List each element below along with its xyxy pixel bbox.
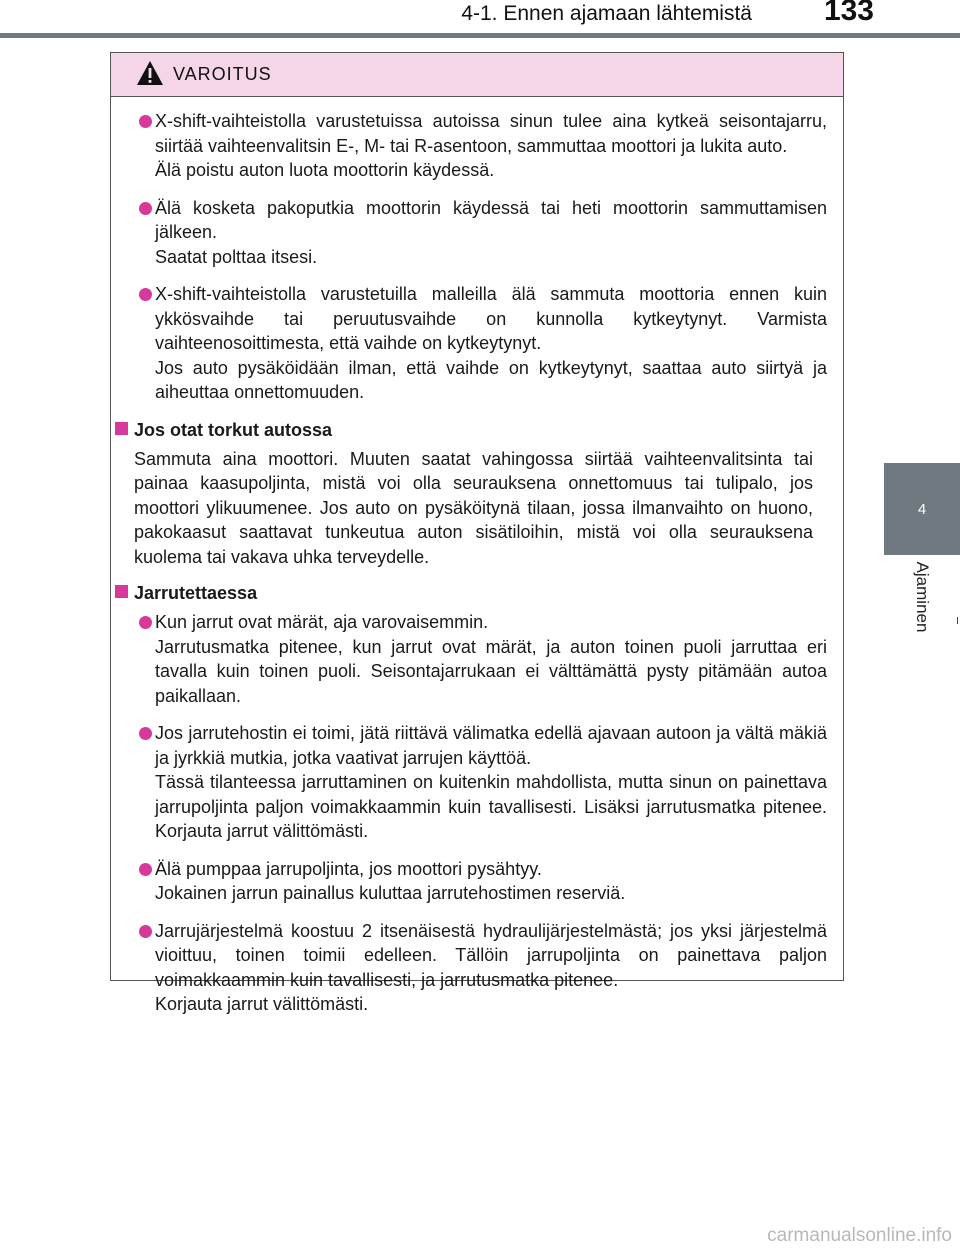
bullet-dot-icon [139, 863, 152, 876]
section-square-icon [115, 585, 128, 598]
section-body: Sammuta aina moottori. Muuten saatat vahingossa siirtää vaihteenvalitsinta tai painaa kaasupoljinta, mistä voi olla seurauksena onnettomuus tai tulipalo, jos moottori ylikuumenee. Jos auto on pysäköitynä tilaan, jossa ilmanvaihto on huono, pakokaasut saattavat tunkeutua auton sisätiloihin, mistä voi olla seurauksena kuolema tai vakava uhka terveydelle. [134, 448, 813, 567]
running-header-title: 4-1. Ennen ajamaan lähtemistä [461, 2, 752, 25]
bullet-text: X-shift-vaihteistolla varustetuissa autoissa sinun tulee aina kytkeä seisontajarru, siirtää vaihteenvalitsin E-, M- tai R-asentoon, sammuttaa moottori ja lukita auto. Älä poistu auton luota moottorin käydessä. [155, 111, 827, 180]
bullet-dot-icon [139, 202, 152, 215]
page-number: 133 [823, 0, 874, 27]
braking-bullet [111, 610, 829, 708]
bullet-dot-icon [139, 115, 152, 128]
side-tab-spacer [884, 40, 960, 463]
bullet-text: Älä kosketa pakoputkia moottorin käydessä tai heti moottorin sammuttamisen jälkeen. Saatat polttaa itsesi. [155, 197, 827, 267]
section-title: Jarrutettaessa [134, 583, 258, 603]
section-nap-in-car [111, 418, 829, 570]
bullet-text: Jos jarrutehostin ei toimi, jätä riittävä välimatka edellä ajavaan autoon ja vältä mäkiä ja jyrkkiä mutkia, jotka vaativat jarrujen käyttöä. Tässä tilanteessa jarruttaminen on kuitenkin mahdollista, mutta sinun on painettava jarrupoljinta paljon voimakkaammin kuin tavallisesti. Lisäksi jarrutusmatka pitenee. Korjauta jarrut välittömästi. [155, 723, 827, 841]
chapter-label: Ajaminen [913, 561, 932, 633]
warning-bullet [111, 109, 829, 183]
section-title: Jos otat torkut autossa [134, 419, 333, 440]
side-tick [957, 617, 958, 624]
warning-title: VAROITUS [173, 64, 272, 84]
bullet-text: X-shift-vaihteistolla varustetuilla malleilla älä sammuta moottoria ennen kuin ykkösvaihde tai peruutusvaihde on kunnolla kytkeytynyt. Varmista vaihteenosoittimesta, että vaihde on kytkeytynyt. Jos auto pysäköidään ilman, että vaihde on kytkeytynyt, saattaa auto siirtyä ja aiheuttaa onnettomuuden. [155, 284, 827, 402]
warning-header [111, 53, 843, 97]
warning-bullet [111, 196, 829, 270]
bullet-text: Jarrujärjestelmä koostuu 2 itsenäisestä hydraulijärjestelmästä; jos yksi järjestelmä vioittuu, toinen toimii edelleen. Tällöin jarrupoljinta on painettava paljon voimakkaammin kuin tavallisesti, ja jarrutusmatka pitenee. Korjauta jarrut välittömästi. [155, 920, 827, 1014]
braking-bullet [111, 857, 829, 906]
bullet-text: Kun jarrut ovat märät, aja varovaisemmin. Jarrutusmatka pitenee, kun jarrut ovat märät, ja auton toinen puoli jarruttaa eri tavalla kuin toinen puoli. Seisontajarrukaan ei välttämättä pysty pitämään autoa paikallaan. [155, 612, 827, 706]
braking-bullet [111, 721, 829, 844]
warning-bullet [111, 282, 829, 405]
watermark: carmanualsonline.info [767, 1225, 952, 1246]
bullet-dot-icon [139, 288, 152, 301]
chapter-number: 4 [917, 500, 927, 518]
warning-box [110, 52, 844, 1014]
bullet-dot-icon [139, 925, 152, 938]
bullet-dot-icon [139, 616, 152, 629]
braking-bullet [111, 919, 829, 1017]
warning-triangle-icon [135, 59, 165, 87]
header-rule [0, 33, 960, 38]
bullet-text: Älä pumppaa jarrupoljinta, jos moottori pysähtyy. Jokainen jarrun painallus kuluttaa jarrutehostimen reserviä. [155, 858, 626, 903]
warning-content [111, 97, 843, 1030]
section-square-icon [115, 422, 128, 435]
bullet-dot-icon [139, 727, 152, 740]
section-braking [111, 581, 829, 1017]
chapter-tab [884, 463, 960, 555]
chapter-side-label [884, 555, 960, 655]
